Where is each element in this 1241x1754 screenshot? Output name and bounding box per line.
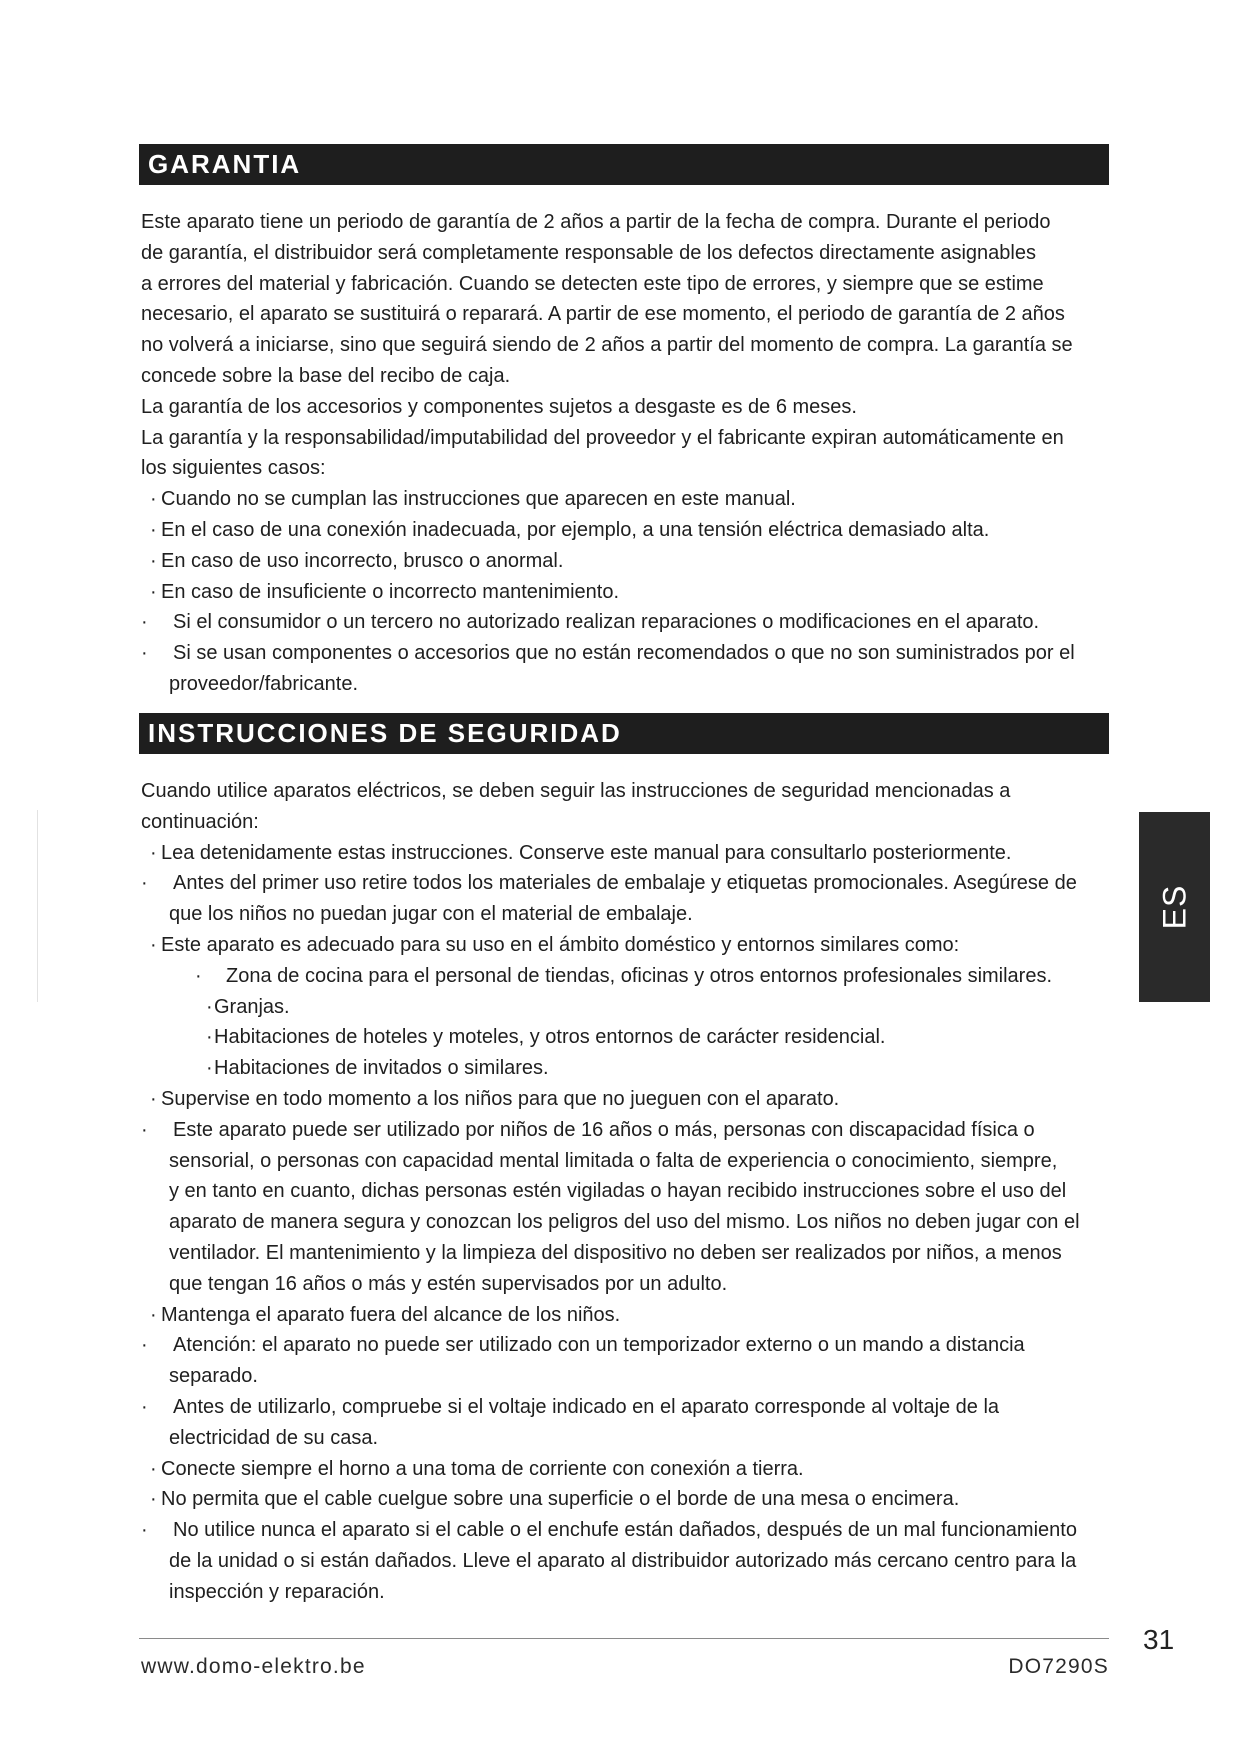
warranty-exclusion-item (141, 546, 1109, 577)
language-tab-label: ES (1156, 884, 1192, 930)
list-item-text: Habitaciones de invitados o similares. (214, 1057, 549, 1080)
footer-website: www.domo-elektro.be (141, 1655, 366, 1678)
list-item-text: que los niños no puedan jugar con el material de embalaje. (169, 903, 693, 926)
bullet-marker: · (150, 580, 157, 603)
list-item-text: sensorial, o personas con capacidad mental limitada o falta de experiencia o conocimiento, siempre, (169, 1149, 1058, 1172)
safety-instruction-item (141, 930, 1109, 1084)
list-item-text: Zona de cocina para el personal de tiendas, oficinas y otros entornos profesionales similares. (226, 964, 1053, 987)
bullet-marker: · (150, 1457, 157, 1480)
bullet-marker: · (150, 1488, 157, 1511)
safety-instruction-item (141, 1454, 1109, 1485)
bullet-marker: · (150, 488, 157, 511)
paragraph-line: La garantía y la responsabilidad/imputabilidad del proveedor y el fabricante expiran automáticamente en (141, 426, 1064, 449)
bullet-marker: · (150, 1087, 157, 1110)
warranty-section-header (139, 144, 1109, 185)
sub-list-item (141, 961, 1109, 992)
warranty-exclusion-item (141, 515, 1109, 546)
sub-list-item (141, 992, 1109, 1023)
list-item-text: y en tanto en cuanto, dichas personas estén vigiladas o hayan recibido instrucciones sobre el uso del (169, 1180, 1067, 1203)
safety-instruction-item (141, 838, 1109, 869)
bullet-marker: · (150, 933, 157, 956)
safety-instruction-item (141, 1392, 1109, 1454)
safety-instruction-item (141, 1515, 1109, 1607)
bullet-marker: · (195, 964, 202, 987)
list-item-text: ventilador. El mantenimiento y la limpieza del dispositivo no deben ser realizados por niños, a menos (169, 1241, 1062, 1264)
list-item-text: Este aparato puede ser utilizado por niños de 16 años o más, personas con discapacidad física o (173, 1118, 1035, 1141)
accessories-warranty-line: La garantía de los accesorios y componentes sujetos a desgaste es de 6 meses. (141, 395, 857, 418)
margin-rule (37, 810, 38, 1002)
bullet-marker: · (141, 642, 148, 665)
warranty-section-body (141, 207, 1109, 700)
list-item-text: proveedor/fabricante. (169, 672, 359, 695)
warranty-section-title: GARANTIA (148, 149, 302, 179)
bullet-marker: · (150, 1303, 157, 1326)
list-item-text: Antes de utilizarlo, compruebe si el voltaje indicado en el aparato corresponde al voltaje de la (173, 1395, 1000, 1418)
list-item-text: Cuando no se cumplan las instrucciones que aparecen en este manual. (161, 488, 796, 511)
environment-sub-list (141, 961, 1109, 1084)
footer-model-number: DO7290S (1008, 1655, 1109, 1678)
paragraph-line: no volverá a iniciarse, sino que seguirá siendo de 2 años a partir del momento de compra. La garantía se (141, 334, 1073, 357)
warranty-exclusion-item (141, 577, 1109, 608)
bullet-marker: · (206, 1057, 213, 1080)
list-item-text: En caso de insuficiente o incorrecto mantenimiento. (161, 580, 620, 603)
safety-instruction-item (141, 1115, 1109, 1300)
sub-list-item (141, 1053, 1109, 1084)
list-item-text: En el caso de una conexión inadecuada, por ejemplo, a una tensión eléctrica demasiado alta. (161, 518, 990, 541)
list-item-text: Conecte siempre el horno a una toma de corriente con conexión a tierra. (161, 1457, 804, 1480)
list-item-text: Atención: el aparato no puede ser utilizado con un temporizador externo o un mando a distancia (173, 1334, 1025, 1357)
list-item-text: Lea detenidamente estas instrucciones. Conserve este manual para consultarlo posteriormente. (161, 841, 1012, 864)
paragraph-line: continuación: (141, 810, 259, 833)
safety-instruction-item (141, 868, 1109, 930)
list-item-text: No utilice nunca el aparato si el cable o el enchufe están dañados, después de un mal funcionamiento (173, 1519, 1077, 1542)
sub-list-item (141, 1022, 1109, 1053)
list-item-text: inspección y reparación. (169, 1580, 385, 1603)
safety-section-title: INSTRUCCIONES DE SEGURIDAD (148, 718, 622, 748)
list-item-text: que tengan 16 años o más y estén supervisados por un adulto. (169, 1272, 728, 1295)
safety-instruction-item (141, 1484, 1109, 1515)
bullet-marker: · (141, 1395, 148, 1418)
footer-divider (139, 1638, 1109, 1639)
list-item-text: aparato de manera segura y conozcan los peligros del uso del mismo. Los niños no deben jugar con el (169, 1211, 1080, 1234)
bullet-marker: · (141, 1334, 148, 1357)
paragraph-line: necesario, el aparato se sustituirá o reparará. A partir de ese momento, el periodo de garantía de 2 años (141, 303, 1065, 326)
list-item-text: de la unidad o si están dañados. Lleve el aparato al distribuidor autorizado más cercano centro para la (169, 1549, 1077, 1572)
bullet-marker: · (141, 1519, 148, 1542)
bullet-marker: · (150, 841, 157, 864)
bullet-marker: · (206, 1026, 213, 1049)
list-item-text: Este aparato es adecuado para su uso en el ámbito doméstico y entornos similares como: (161, 933, 960, 956)
safety-section-body (141, 776, 1109, 1608)
bullet-marker: · (150, 549, 157, 572)
list-item-text: Supervise en todo momento a los niños para que no jueguen con el aparato. (161, 1087, 840, 1110)
list-item-text: Antes del primer uso retire todos los materiales de embalaje y etiquetas promocionales. Asegúrese de (173, 872, 1077, 895)
bullet-marker: · (150, 518, 157, 541)
paragraph-line: los siguientes casos: (141, 457, 326, 480)
bullet-marker: · (141, 1118, 148, 1141)
list-item-text: En caso de uso incorrecto, brusco o anormal. (161, 549, 564, 572)
language-tab (1139, 812, 1210, 1002)
warranty-exclusion-item (141, 638, 1109, 700)
bullet-marker: · (141, 872, 148, 895)
paragraph-line: Este aparato tiene un periodo de garantía de 2 años a partir de la fecha de compra. Durante el periodo (141, 211, 1051, 233)
warranty-exclusion-item (141, 607, 1109, 638)
list-item-text: Si el consumidor o un tercero no autorizado realizan reparaciones o modificaciones en el aparato. (173, 611, 1040, 634)
safety-instruction-item (141, 1330, 1109, 1392)
list-item-text: Habitaciones de hoteles y moteles, y otros entornos de carácter residencial. (214, 1026, 886, 1049)
paragraph-line: Cuando utilice aparatos eléctricos, se deben seguir las instrucciones de seguridad mencionadas a (141, 780, 1011, 802)
warranty-exclusion-item (141, 484, 1109, 515)
page-number: 31 (1143, 1624, 1175, 1655)
safety-instruction-item (141, 1300, 1109, 1331)
paragraph-line: de garantía, el distribuidor será completamente responsable de los defectos directamente asignables (141, 241, 1036, 264)
list-item-text: Granjas. (214, 995, 290, 1018)
list-item-text: electricidad de su casa. (169, 1426, 379, 1449)
list-item-text: separado. (169, 1365, 258, 1388)
safety-instruction-item (141, 1084, 1109, 1115)
list-item-text: No permita que el cable cuelgue sobre una superficie o el borde de una mesa o encimera. (161, 1488, 960, 1511)
list-item-text: Mantenga el aparato fuera del alcance de los niños. (161, 1303, 621, 1326)
bullet-marker: · (206, 995, 213, 1018)
paragraph-line: concede sobre la base del recibo de caja. (141, 364, 511, 387)
safety-section-header (139, 713, 1109, 754)
paragraph-line: a errores del material y fabricación. Cuando se detecten este tipo de errores, y siempre que se estime (141, 272, 1044, 295)
bullet-marker: · (141, 611, 148, 634)
list-item-text: Si se usan componentes o accesorios que no están recomendados o que no son suministrados por el (173, 642, 1075, 665)
